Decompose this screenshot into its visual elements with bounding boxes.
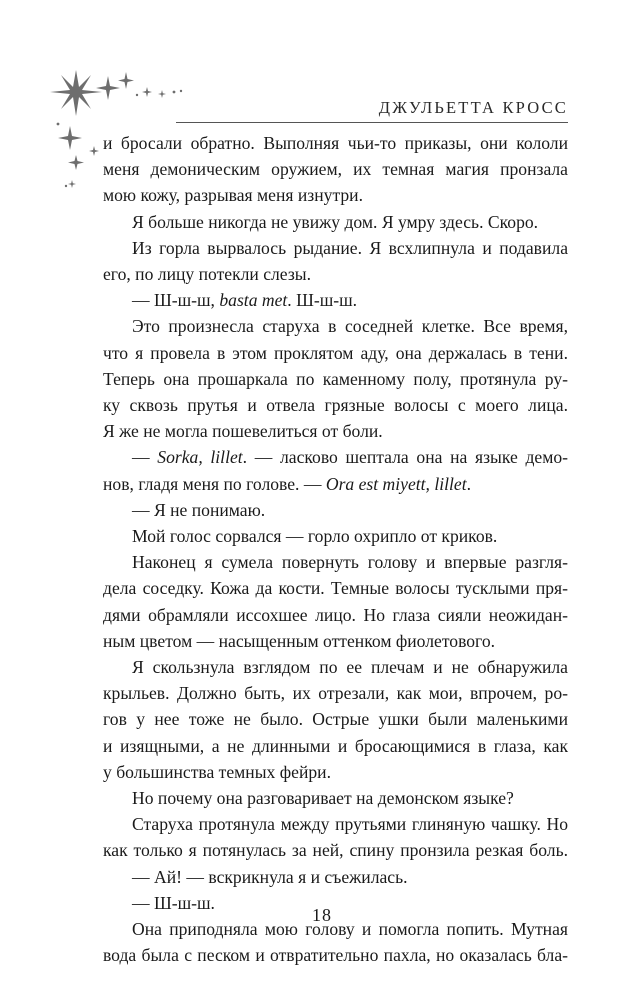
text-line (103, 497, 568, 523)
text-line (103, 261, 568, 287)
text-line (103, 444, 568, 470)
text-line (103, 733, 568, 759)
italic-phrase: basta met (219, 290, 288, 311)
text-line (103, 287, 568, 313)
text-line (103, 837, 568, 863)
text-run: меня демоническим оружием, их темная магия пронзала (103, 159, 568, 180)
text-run: и изящными, а не длинными и бросающимися в глаза, как (103, 735, 568, 756)
text-line (103, 549, 568, 575)
text-line (103, 418, 568, 444)
text-run: нов, гладя меня по голове. — (103, 473, 326, 494)
text-run: Я скользнула взглядом по ее плечам и не обнаружила (132, 657, 568, 678)
text-run: . — ласково шептала она на языке демо- (242, 447, 569, 468)
text-run: вода была с песком и отвратительно пахла, но оказалась бла- (103, 945, 568, 966)
text-line (103, 575, 568, 601)
text-line (103, 706, 568, 732)
text-run: — Я не понимаю. (132, 499, 266, 520)
text-run: что я провела в этом проклятом аду, она держалась в тени. (103, 342, 568, 363)
text-line (103, 654, 568, 680)
text-run: Наконец я сумела повернуть голову и впервые разгля- (132, 552, 568, 573)
text-run: Я же не могла пошевелиться от боли. (103, 421, 383, 442)
text-run: . Ш-ш-ш. (287, 290, 358, 311)
text-line (103, 392, 568, 418)
text-run: гов у нее тоже не было. Острые ушки были маленькими (103, 709, 568, 730)
text-run: его, по лицу потекли слезы. (103, 264, 311, 285)
text-line (103, 366, 568, 392)
text-run: — Ш-ш-ш, (132, 290, 220, 311)
text-line (103, 680, 568, 706)
text-run: Мой голос сорвался — горло охрипло от криков. (132, 526, 498, 547)
text-line (103, 209, 568, 235)
text-run: как только я потянулась за ней, спину пронзила резкая боль. (103, 840, 568, 861)
text-run: ку сквозь прутья и отвела грязные волосы с моего лица. (103, 395, 568, 416)
text-line (103, 182, 568, 208)
text-line (103, 523, 568, 549)
text-line (103, 628, 568, 654)
text-line (103, 340, 568, 366)
text-line (103, 156, 568, 182)
text-run: мою кожу, разрывая меня изнутри. (103, 185, 363, 206)
text-run: Это произнесла старуха в соседней клетке. Все время, (132, 316, 568, 337)
text-run: ным цветом — насыщенным оттенком фиолетового. (103, 630, 496, 651)
text-run: Старуха протянула между прутьями глиняную чашку. Но (132, 814, 568, 835)
text-run: крыльев. Должно быть, их отрезали, как мои, впрочем, ро- (103, 683, 568, 704)
body-text (103, 130, 568, 969)
text-line (103, 235, 568, 261)
text-line (103, 130, 568, 156)
text-run: — Ай! — вскрикнула я и съежилась. (132, 866, 408, 887)
text-line (103, 759, 568, 785)
page-number: 18 (312, 905, 332, 925)
running-head: ДЖУЛЬЕТТА КРОСС (378, 98, 568, 117)
italic-phrase: Sorka, lillet (157, 447, 243, 468)
text-line (103, 313, 568, 339)
text-run: — (132, 447, 158, 468)
text-run: Теперь она прошаркала по каменному полу, протянула ру- (103, 368, 568, 389)
text-run: . (466, 473, 471, 494)
text-line (103, 864, 568, 890)
text-run: — Ш-ш-ш. (132, 892, 215, 913)
text-line (103, 785, 568, 811)
text-line (103, 602, 568, 628)
text-line (103, 811, 568, 837)
text-run: дела соседку. Кожа да кости. Темные волосы тусклыми пря- (103, 578, 568, 599)
text-line (103, 942, 568, 968)
text-line (103, 471, 568, 497)
text-run: дями обрамляли иссохшее лицо. Но глаза сияли неожидан- (103, 604, 568, 625)
header-divider (176, 122, 568, 123)
text-run: Из горла вырвалось рыдание. Я всхлипнула и подавила (132, 237, 568, 258)
text-run: и бросали обратно. Выполняя чьи-то приказы, они кололи (103, 133, 568, 153)
text-run: у большинства темных фейри. (103, 761, 331, 782)
text-run: Но почему она разговаривает на демонском языке? (132, 788, 514, 809)
text-run: Я больше никогда не увижу дом. Я умру здесь. Скоро. (132, 211, 539, 232)
italic-phrase: Ora est miyett, lillet (325, 473, 467, 494)
text-run: Она приподняла мою голову и помогла попить. Мутная (132, 919, 568, 940)
